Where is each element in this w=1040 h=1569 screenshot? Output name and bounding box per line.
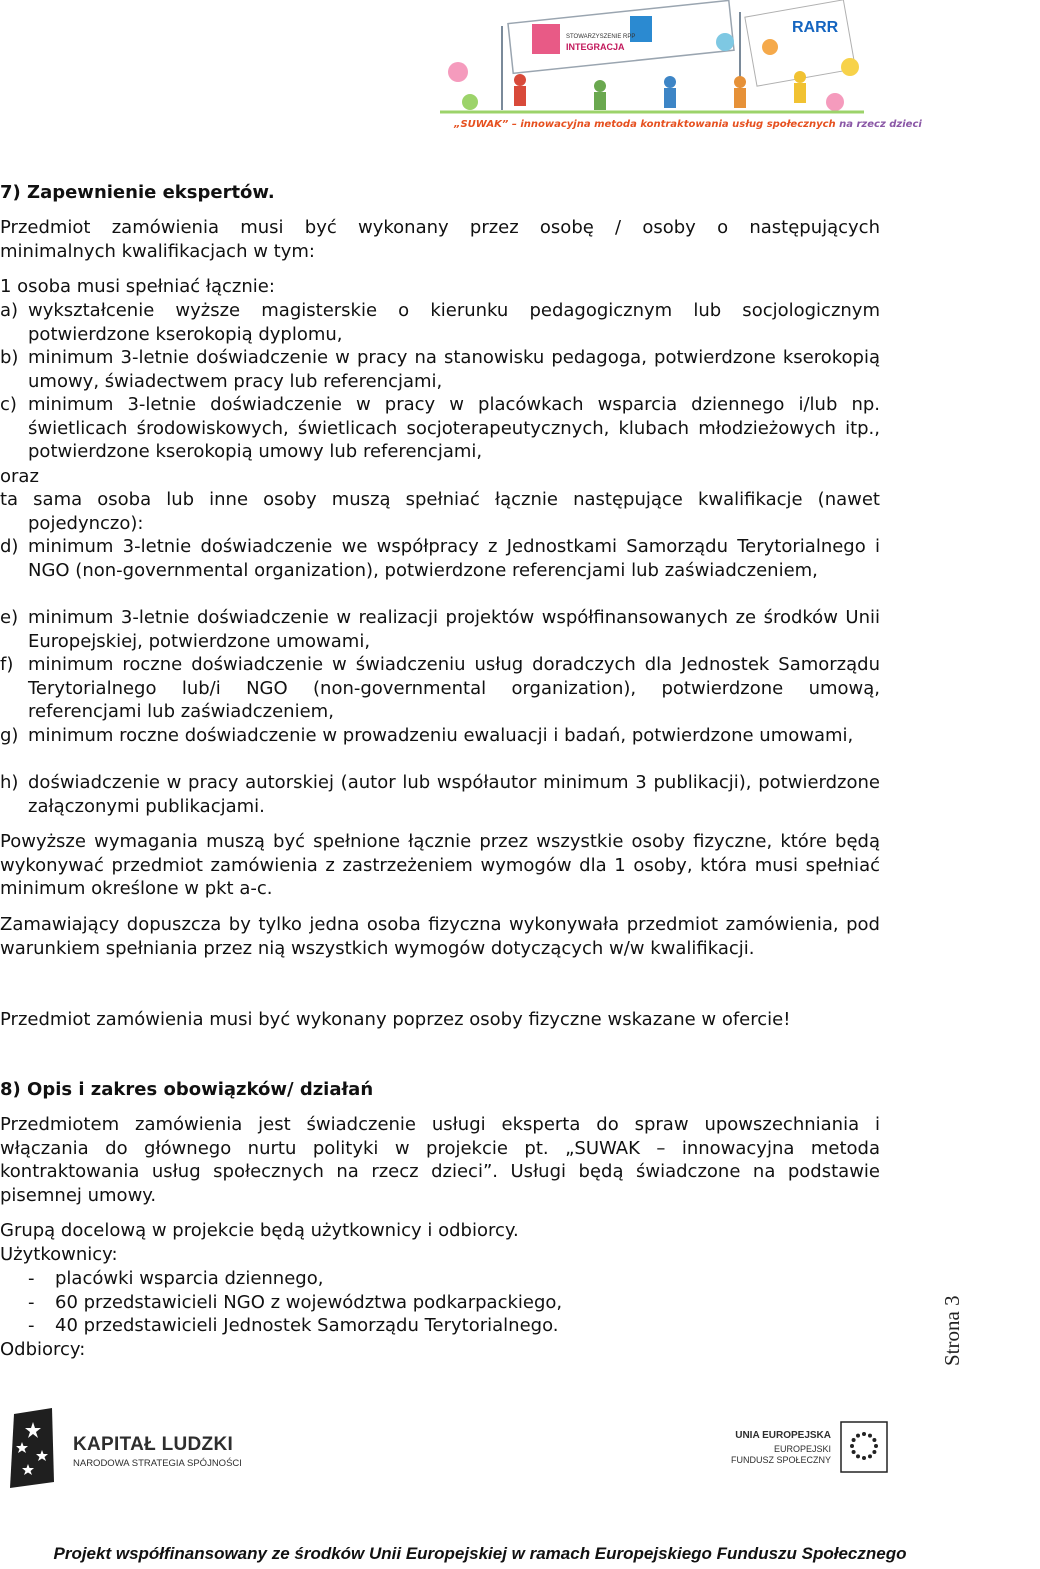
section-7-heading: 7) Zapewnienie ekspertów. bbox=[0, 182, 275, 203]
cofinancing-footer: Projekt współfinansowany ze środków Unii Europejskiej w ramach Europejskiego Funduszu Społecznego bbox=[53, 1544, 907, 1563]
list-item-a bbox=[0, 299, 880, 346]
section-7-p4: Powyższe wymagania muszą być spełnione łącznie przez wszystkie osoby fizyczne, które będą wykonywać przedmiot zamówienia z zastrzeżeniem wymogów dla 1 osoby, która musi spełniać minimum określone w pkt a-c. bbox=[0, 831, 880, 899]
efs-line2: FUNDUSZ SPOŁECZNY bbox=[731, 1455, 832, 1465]
section-7-p2: 1 osoba musi spełniać łącznie: bbox=[0, 276, 275, 297]
list-item-label: e) bbox=[0, 607, 19, 628]
section-7-p1-line2: minimalnych kwalifikacjach w tym: bbox=[0, 241, 315, 262]
users-list-item bbox=[28, 1291, 562, 1315]
kapital-ludzki-title: KAPITAŁ LUDZKI bbox=[73, 1434, 234, 1455]
section-7-p6: Przedmiot zamówienia musi być wykonany poprzez osoby fizyczne wskazane w ofercie! bbox=[0, 1009, 791, 1030]
list-item-d bbox=[0, 535, 880, 582]
list-item-h bbox=[0, 771, 880, 818]
list-item-text: minimum roczne doświadczenie w prowadzeniu ewaluacji i badań, potwierdzone umowami, bbox=[28, 725, 854, 746]
list-item-label: b) bbox=[0, 347, 19, 368]
list-item-b bbox=[0, 346, 880, 393]
list-item-e bbox=[0, 606, 880, 653]
page-number: Strona 3 bbox=[940, 1295, 964, 1366]
list-item-label: d) bbox=[0, 536, 19, 557]
efs-label bbox=[731, 1444, 831, 1466]
list-item-text: minimum roczne doświadczenie w świadczeniu usług doradczych dla Jednostek Samorządu Terytorialnego lub/i NGO (non-governmental organization), potwierdzone umową, referencjami lub zaświadczeniem, bbox=[28, 654, 880, 722]
section-7-p3-line1: ta sama osoba lub inne osoby muszą spełniać łącznie następujące kwalifikacje (nawet bbox=[0, 489, 880, 510]
list-item-label: a) bbox=[0, 300, 19, 321]
banner-caption bbox=[454, 119, 922, 130]
section-7-p1-line1: Przedmiot zamówienia musi być wykonany przez osobę / osoby o następujących bbox=[0, 217, 880, 238]
svg-text:INTEGRACJA: INTEGRACJA bbox=[566, 42, 625, 52]
list-item-text: minimum 3-letnie doświadczenie w pracy na stanowisku pedagoga, potwierdzone kserokopią umowy, świadectwem pracy lub referencjami, bbox=[28, 347, 880, 392]
dash-marker: - bbox=[28, 1268, 35, 1289]
dash-marker: - bbox=[28, 1292, 35, 1313]
efs-line1: EUROPEJSKI bbox=[773, 1444, 831, 1454]
project-banner-illustration bbox=[440, 2, 864, 132]
list-item-label: h) bbox=[0, 772, 19, 793]
section-8-heading: 8) Opis i zakres obowiązków/ działań bbox=[0, 1079, 374, 1100]
section-7-p3-line2: pojedynczo): bbox=[28, 513, 144, 534]
list-item-text: minimum 3-letnie doświadczenie we współpracy z Jednostkami Samorządu Terytorialnego i NGO (non-governmental organization), potwierdzone referencjami lub zaświadczeniem, bbox=[28, 536, 880, 581]
list-item-label: g) bbox=[0, 725, 19, 746]
svg-text:STOWARZYSZENIE RPP: STOWARZYSZENIE RPP bbox=[566, 34, 636, 40]
kapital-ludzki-subtitle: NARODOWA STRATEGIA SPÓJNOŚCI bbox=[73, 1458, 242, 1469]
users-label: Użytkownicy: bbox=[0, 1244, 118, 1265]
banner-caption-part2: na rzecz dzieci bbox=[835, 119, 922, 130]
users-list-item bbox=[28, 1314, 559, 1338]
svg-text:RARR: RARR bbox=[792, 19, 839, 36]
list-item-text: wykształcenie wyższe magisterskie o kierunku pedagogicznym lub socjologicznym potwierdzone kserokopią dyplomu, bbox=[28, 300, 880, 345]
list-item-label: f) bbox=[0, 654, 14, 675]
receivers-label: Odbiorcy: bbox=[0, 1339, 86, 1360]
section-8-p2: Grupą docelową w projekcie będą użytkownicy i odbiorcy. bbox=[0, 1220, 519, 1241]
eu-flag-icon bbox=[840, 1421, 888, 1473]
section-7-p5: Zamawiający dopuszcza by tylko jedna osoba fizyczna wykonywała przedmiot zamówienia, pod warunkiem spełniania przez nią wszystkich wymogów dotyczących w/w kwalifikacji. bbox=[0, 914, 880, 959]
users-list-item bbox=[28, 1267, 323, 1291]
banner-caption-part1: „SUWAK” – innowacyjna metoda kontraktowania usług społecznych bbox=[454, 119, 836, 130]
users-item-text: placówki wsparcia dziennego, bbox=[55, 1268, 324, 1289]
list-item-f bbox=[0, 653, 880, 724]
list-item-c bbox=[0, 393, 880, 464]
dash-marker: - bbox=[28, 1315, 35, 1336]
list-item-text: minimum 3-letnie doświadczenie w realizacji projektów współfinansowanych ze środków Unii Europejskiej, potwierdzone umowami, bbox=[28, 607, 880, 652]
section-8-p1: Przedmiotem zamówienia jest świadczenie usługi eksperta do spraw upowszechniania i włączania do głównego nurtu polityki w projekcie pt. „SUWAK – innowacyjna metoda kontraktowania usług społecznych na rzecz dzieci”. Usługi będą świadczone na podstawie pisemnej umowy. bbox=[0, 1114, 880, 1206]
list-item-label: c) bbox=[0, 394, 17, 415]
list-item-text: minimum 3-letnie doświadczenie w pracy w placówkach wsparcia dziennego i/lub np. świetlicach środowiskowych, świetlicach socjoterapeutycznych, klubach młodzieżowych itp., potwierdzone kserokopią umowy lub referencjami, bbox=[28, 394, 880, 462]
users-item-text: 60 przedstawicieli NGO z województwa podkarpackiego, bbox=[55, 1292, 563, 1313]
oraz-text: oraz bbox=[0, 466, 39, 487]
kapital-ludzki-logo-icon bbox=[8, 1408, 58, 1488]
list-item-g bbox=[0, 724, 880, 748]
eu-label: UNIA EUROPEJSKA bbox=[735, 1430, 831, 1441]
list-item-text: doświadczenie w pracy autorskiej (autor lub współautor minimum 3 publikacji), potwierdzone załączonymi publikacjami. bbox=[28, 772, 880, 817]
users-item-text: 40 przedstawicieli Jednostek Samorządu Terytorialnego. bbox=[55, 1315, 559, 1336]
